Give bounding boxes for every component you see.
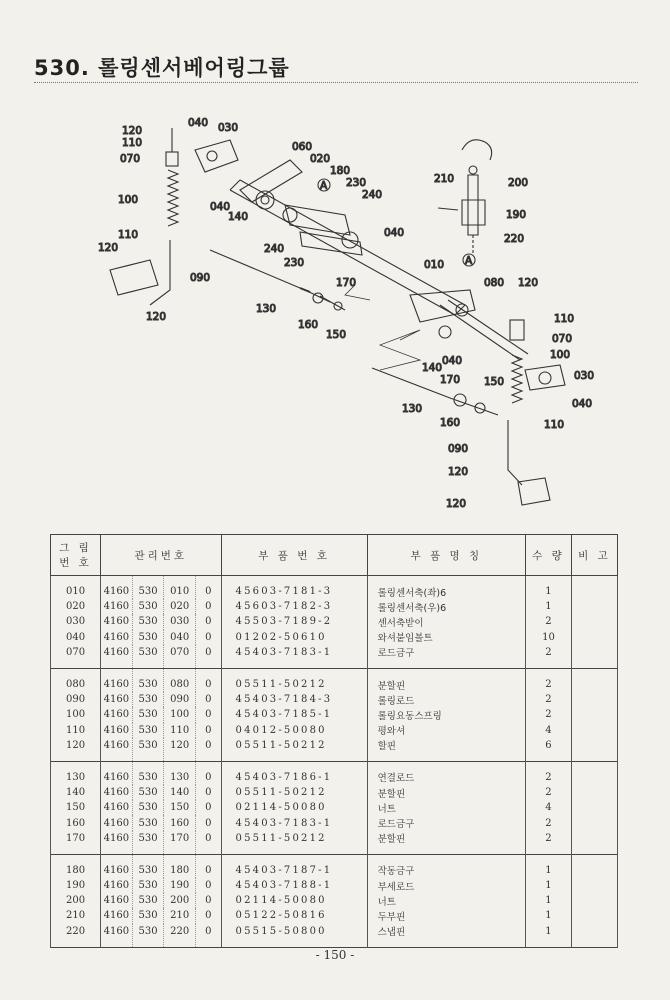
row-mgmt-d: 0	[196, 645, 222, 669]
callout-label: 110	[554, 313, 575, 325]
row-mgmt-d: 0	[196, 815, 222, 830]
row-mgmt-a: 4160	[101, 785, 133, 800]
row-mgmt-a: 4160	[101, 645, 133, 669]
callout-label: 160	[298, 319, 319, 331]
table-row	[51, 761, 618, 785]
row-mgmt-c: 220	[164, 924, 196, 948]
table-row	[51, 924, 618, 948]
row-qty: 1	[525, 924, 571, 948]
row-qty: 2	[525, 692, 571, 707]
row-mgmt-c: 110	[164, 723, 196, 738]
row-part-no: 01202-50610	[221, 630, 367, 645]
header-part-no: 부 품 번 호	[221, 535, 367, 576]
callout-label: 040	[442, 355, 463, 367]
table-row	[51, 707, 618, 722]
row-part-no: 45403-7188-1	[221, 878, 367, 893]
row-qty: 1	[525, 878, 571, 893]
header-name: 부 품 명 칭	[367, 535, 525, 576]
row-mgmt-b: 530	[132, 815, 164, 830]
table-row	[51, 785, 618, 800]
row-part-name: 너트	[367, 893, 525, 908]
row-part-no: 45503-7189-2	[221, 614, 367, 629]
row-mgmt-c: 190	[164, 878, 196, 893]
row-part-no: 45403-7183-1	[221, 815, 367, 830]
row-remark	[571, 831, 617, 855]
callout-label: 120	[146, 311, 167, 323]
table-group	[51, 576, 618, 669]
row-ref: 110	[51, 723, 101, 738]
row-mgmt-c: 150	[164, 800, 196, 815]
row-mgmt-d: 0	[196, 893, 222, 908]
row-qty: 2	[525, 645, 571, 669]
row-mgmt-b: 530	[132, 924, 164, 948]
callout-label: 010	[424, 259, 445, 271]
row-mgmt-d: 0	[196, 761, 222, 785]
row-part-no: 45403-7183-1	[221, 645, 367, 669]
spring-upper-left	[166, 128, 178, 226]
row-mgmt-c: 180	[164, 854, 196, 878]
callout-label: 090	[190, 272, 211, 284]
row-qty: 4	[525, 723, 571, 738]
callout-label: 190	[506, 209, 527, 221]
table-row	[51, 831, 618, 855]
row-ref: 030	[51, 614, 101, 629]
callout-label: 040	[384, 227, 405, 239]
row-mgmt-d: 0	[196, 738, 222, 762]
row-part-name: 분할핀	[367, 831, 525, 855]
row-qty: 2	[525, 815, 571, 830]
row-part-name: 너트	[367, 800, 525, 815]
callout-label: 120	[518, 277, 539, 289]
callout-label: 160	[440, 417, 461, 429]
row-mgmt-a: 4160	[101, 924, 133, 948]
row-qty: 2	[525, 785, 571, 800]
row-mgmt-c: 040	[164, 630, 196, 645]
row-mgmt-a: 4160	[101, 599, 133, 614]
row-part-name: 로드금구	[367, 815, 525, 830]
callout-label: 030	[218, 122, 239, 134]
row-mgmt-a: 4160	[101, 800, 133, 815]
row-part-no: 05515-50800	[221, 924, 367, 948]
row-mgmt-a: 4160	[101, 738, 133, 762]
row-mgmt-c: 100	[164, 707, 196, 722]
row-ref: 120	[51, 738, 101, 762]
row-ref: 180	[51, 854, 101, 878]
row-part-name: 할핀	[367, 738, 525, 762]
row-mgmt-a: 4160	[101, 614, 133, 629]
table-row	[51, 854, 618, 878]
callout-label: 120	[448, 466, 469, 478]
row-part-name: 분할핀	[367, 785, 525, 800]
connecting-rod-lower	[372, 368, 498, 415]
connecting-rod-upper	[210, 250, 345, 310]
row-mgmt-a: 4160	[101, 630, 133, 645]
row-qty: 1	[525, 893, 571, 908]
row-remark	[571, 761, 617, 785]
page-number: - 150 -	[315, 948, 355, 962]
callout-label: 100	[118, 194, 139, 206]
callout-label: 040	[572, 398, 593, 410]
row-mgmt-b: 530	[132, 599, 164, 614]
reference-marker-a	[318, 179, 475, 267]
row-part-name: 롤링로드	[367, 692, 525, 707]
table-row	[51, 668, 618, 692]
row-qty: 2	[525, 831, 571, 855]
row-part-name: 평와셔	[367, 723, 525, 738]
row-part-no: 05511-50212	[221, 668, 367, 692]
row-remark	[571, 707, 617, 722]
guide-line	[380, 330, 420, 370]
row-remark	[571, 815, 617, 830]
row-mgmt-a: 4160	[101, 878, 133, 893]
row-mgmt-d: 0	[196, 924, 222, 948]
row-ref: 040	[51, 630, 101, 645]
row-part-name: 와셔붙임볼트	[367, 630, 525, 645]
callout-label: 070	[552, 333, 573, 345]
row-remark	[571, 576, 617, 600]
row-qty: 2	[525, 707, 571, 722]
row-remark	[571, 668, 617, 692]
row-mgmt-b: 530	[132, 707, 164, 722]
callout-label: 110	[544, 419, 565, 431]
table-row	[51, 599, 618, 614]
row-part-name: 분할핀	[367, 668, 525, 692]
row-mgmt-d: 0	[196, 599, 222, 614]
callout-label: 130	[256, 303, 277, 315]
rolling-rod-lower	[508, 420, 550, 505]
right-lever-assembly	[438, 140, 492, 255]
row-part-name: 두부핀	[367, 908, 525, 923]
row-qty: 1	[525, 854, 571, 878]
page-title: 530. 롤링센서베어링그룹	[34, 56, 290, 80]
row-mgmt-a: 4160	[101, 854, 133, 878]
row-mgmt-b: 530	[132, 692, 164, 707]
row-mgmt-b: 530	[132, 738, 164, 762]
row-qty: 2	[525, 668, 571, 692]
callout-label: 100	[550, 349, 571, 361]
row-part-no: 05511-50212	[221, 738, 367, 762]
row-mgmt-d: 0	[196, 908, 222, 923]
callout-label: 170	[336, 277, 357, 289]
row-part-no: 45403-7184-3	[221, 692, 367, 707]
row-part-no: 05122-50816	[221, 908, 367, 923]
callout-label: 150	[484, 376, 505, 388]
row-part-name: 롤링센서축(좌)6	[367, 576, 525, 600]
row-qty: 2	[525, 614, 571, 629]
row-mgmt-d: 0	[196, 831, 222, 855]
row-mgmt-d: 0	[196, 692, 222, 707]
row-mgmt-d: 0	[196, 723, 222, 738]
callout-label: 200	[508, 177, 529, 189]
row-ref: 090	[51, 692, 101, 707]
callout-label: 140	[228, 211, 249, 223]
row-mgmt-c: 140	[164, 785, 196, 800]
callout-label: 130	[402, 403, 423, 415]
row-mgmt-b: 530	[132, 645, 164, 669]
row-ref: 010	[51, 576, 101, 600]
row-remark	[571, 785, 617, 800]
row-part-name: 연결로드	[367, 761, 525, 785]
row-mgmt-c: 210	[164, 908, 196, 923]
row-remark	[571, 738, 617, 762]
row-mgmt-a: 4160	[101, 576, 133, 600]
row-mgmt-c: 020	[164, 599, 196, 614]
title-divider	[34, 82, 638, 83]
callout-label: 110	[122, 137, 143, 149]
callout-label: 040	[188, 117, 209, 129]
row-mgmt-a: 4160	[101, 723, 133, 738]
row-qty: 2	[525, 761, 571, 785]
row-remark	[571, 854, 617, 878]
row-remark	[571, 614, 617, 629]
table-group	[51, 854, 618, 947]
row-part-no: 05511-50212	[221, 831, 367, 855]
table-row	[51, 738, 618, 762]
row-mgmt-b: 530	[132, 785, 164, 800]
row-ref: 210	[51, 908, 101, 923]
table-row	[51, 908, 618, 923]
table-header-row	[51, 535, 618, 576]
row-part-name: 센서축받이	[367, 614, 525, 629]
row-ref: 160	[51, 815, 101, 830]
callout-label: 120	[98, 242, 119, 254]
row-qty: 1	[525, 576, 571, 600]
row-part-name: 롤링요동스프링	[367, 707, 525, 722]
row-mgmt-c: 080	[164, 668, 196, 692]
row-qty: 10	[525, 630, 571, 645]
row-remark	[571, 599, 617, 614]
callout-label: 030	[574, 370, 595, 382]
callout-label: 220	[504, 233, 525, 245]
row-mgmt-d: 0	[196, 854, 222, 878]
row-mgmt-b: 530	[132, 800, 164, 815]
row-remark	[571, 630, 617, 645]
row-mgmt-b: 530	[132, 878, 164, 893]
row-part-no: 45403-7186-1	[221, 761, 367, 785]
row-ref: 190	[51, 878, 101, 893]
row-qty: 6	[525, 738, 571, 762]
callout-label: 240	[362, 189, 383, 201]
callout-label: 180	[330, 165, 351, 177]
row-mgmt-a: 4160	[101, 893, 133, 908]
row-mgmt-c: 090	[164, 692, 196, 707]
table-row	[51, 630, 618, 645]
row-part-no: 45403-7185-1	[221, 707, 367, 722]
row-mgmt-c: 170	[164, 831, 196, 855]
row-qty: 4	[525, 800, 571, 815]
row-mgmt-d: 0	[196, 576, 222, 600]
table-group	[51, 761, 618, 854]
row-part-no: 45603-7181-3	[221, 576, 367, 600]
header-qty: 수 량	[525, 535, 571, 576]
row-mgmt-c: 070	[164, 645, 196, 669]
row-mgmt-b: 530	[132, 614, 164, 629]
row-ref: 130	[51, 761, 101, 785]
row-remark	[571, 878, 617, 893]
row-part-name: 로드금구	[367, 645, 525, 669]
row-mgmt-b: 530	[132, 908, 164, 923]
callout-label: 040	[210, 201, 231, 213]
exploded-parts-diagram	[0, 90, 670, 530]
header-mgmt: 관리번호	[101, 535, 222, 576]
callout-label: 020	[310, 153, 331, 165]
row-part-no: 45403-7187-1	[221, 854, 367, 878]
callout-label: 070	[120, 153, 141, 165]
callout-label: 060	[292, 141, 313, 153]
table-group	[51, 668, 618, 761]
row-part-no: 04012-50080	[221, 723, 367, 738]
row-mgmt-b: 530	[132, 723, 164, 738]
row-part-name: 스냅핀	[367, 924, 525, 948]
row-part-no: 45603-7182-3	[221, 599, 367, 614]
callout-label: 170	[440, 374, 461, 386]
row-remark	[571, 908, 617, 923]
row-mgmt-d: 0	[196, 668, 222, 692]
callout-label: 230	[284, 257, 305, 269]
callout-label: 080	[484, 277, 505, 289]
row-mgmt-d: 0	[196, 630, 222, 645]
row-ref: 100	[51, 707, 101, 722]
row-mgmt-b: 530	[132, 854, 164, 878]
row-mgmt-a: 4160	[101, 815, 133, 830]
row-qty: 1	[525, 908, 571, 923]
row-mgmt-d: 0	[196, 707, 222, 722]
row-mgmt-b: 530	[132, 761, 164, 785]
row-remark	[571, 800, 617, 815]
row-mgmt-c: 010	[164, 576, 196, 600]
row-part-no: 02114-50080	[221, 800, 367, 815]
row-mgmt-c: 120	[164, 738, 196, 762]
row-ref: 170	[51, 831, 101, 855]
row-mgmt-b: 530	[132, 576, 164, 600]
row-remark	[571, 723, 617, 738]
row-mgmt-c: 030	[164, 614, 196, 629]
parts-table	[50, 534, 618, 948]
table-row	[51, 576, 618, 600]
row-remark	[571, 893, 617, 908]
row-mgmt-c: 200	[164, 893, 196, 908]
row-mgmt-d: 0	[196, 614, 222, 629]
table-row	[51, 614, 618, 629]
row-mgmt-a: 4160	[101, 707, 133, 722]
callout-label: 120	[122, 125, 143, 137]
row-part-no: 05511-50212	[221, 785, 367, 800]
row-mgmt-d: 0	[196, 878, 222, 893]
row-ref: 150	[51, 800, 101, 815]
callout-label: 140	[422, 362, 443, 374]
row-ref: 080	[51, 668, 101, 692]
header-remark: 비 고	[571, 535, 617, 576]
row-mgmt-d: 0	[196, 800, 222, 815]
marker-label: A	[320, 180, 328, 192]
row-remark	[571, 645, 617, 669]
callout-label: 120	[446, 498, 467, 510]
row-mgmt-b: 530	[132, 893, 164, 908]
table-row	[51, 692, 618, 707]
row-remark	[571, 692, 617, 707]
callout-label: 210	[434, 173, 455, 185]
table-row	[51, 723, 618, 738]
callout-label: 110	[118, 229, 139, 241]
row-mgmt-b: 530	[132, 668, 164, 692]
row-mgmt-d: 0	[196, 785, 222, 800]
table-row	[51, 878, 618, 893]
row-mgmt-b: 530	[132, 831, 164, 855]
callout-label: 240	[264, 243, 285, 255]
row-part-no: 02114-50080	[221, 893, 367, 908]
row-mgmt-a: 4160	[101, 831, 133, 855]
row-mgmt-a: 4160	[101, 668, 133, 692]
row-mgmt-b: 530	[132, 630, 164, 645]
row-ref: 020	[51, 599, 101, 614]
table-row	[51, 893, 618, 908]
rolling-rod-upper	[110, 240, 170, 305]
row-part-name: 작동금구	[367, 854, 525, 878]
row-part-name: 롤링센서축(우)6	[367, 599, 525, 614]
table-row	[51, 815, 618, 830]
row-mgmt-c: 130	[164, 761, 196, 785]
header-ref: 그 림 번 호	[51, 535, 101, 576]
row-mgmt-a: 4160	[101, 692, 133, 707]
row-ref: 220	[51, 924, 101, 948]
row-part-name: 부세로드	[367, 878, 525, 893]
table-row	[51, 645, 618, 669]
row-ref: 070	[51, 645, 101, 669]
row-mgmt-c: 160	[164, 815, 196, 830]
row-qty: 1	[525, 599, 571, 614]
row-mgmt-a: 4160	[101, 761, 133, 785]
row-remark	[571, 924, 617, 948]
row-ref: 200	[51, 893, 101, 908]
callout-label: 150	[326, 329, 347, 341]
row-mgmt-a: 4160	[101, 908, 133, 923]
callout-label: 090	[448, 443, 469, 455]
row-ref: 140	[51, 785, 101, 800]
table-row	[51, 800, 618, 815]
callout-label: 230	[346, 177, 367, 189]
marker-label: A	[465, 255, 473, 267]
